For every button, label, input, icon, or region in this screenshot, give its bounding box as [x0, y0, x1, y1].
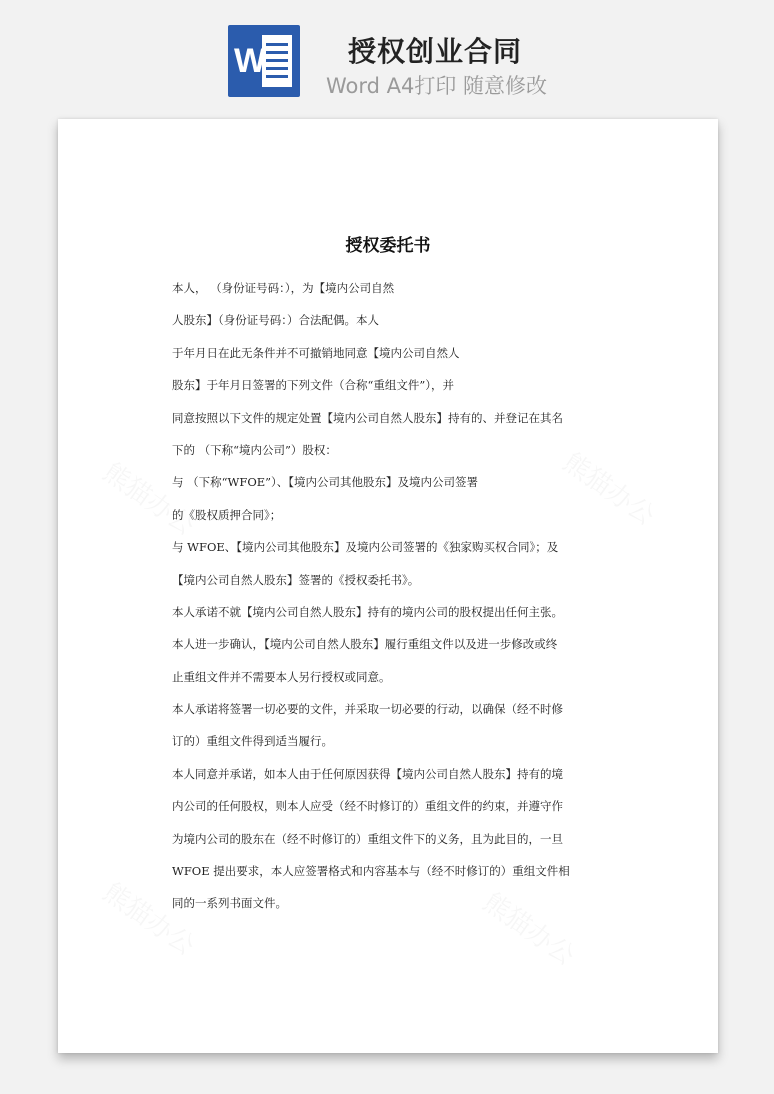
body-text-segment: 年 — [183, 345, 195, 360]
body-line — [172, 402, 602, 434]
body-line — [172, 466, 602, 498]
body-line — [172, 628, 602, 660]
body-line — [172, 564, 602, 596]
body-text-segment: 本人承诺不就【境内公司自然人股东】持有的境内公司的股权提出任何主张。 — [172, 604, 563, 619]
body-text-segment: 日在此无条件并不可撤销地同意【境内公司自然人 — [206, 345, 460, 360]
body-line — [172, 369, 602, 401]
body-line — [172, 855, 602, 887]
body-text-segment: （下称“境内公司”）股权： — [195, 442, 337, 457]
body-line — [172, 693, 602, 725]
body-text-segment: 同的一系列书面文件。 — [172, 896, 287, 911]
body-line — [172, 887, 602, 919]
body-line — [172, 337, 602, 369]
body-text-segment: 止重组文件并不需要本人另行授权或同意。 — [172, 669, 391, 684]
body-text-segment: 股东】于 — [172, 378, 218, 393]
body-text-segment: 本人进一步确认，【境内公司自然人股东】履行重组文件以及进一步修改或终 — [172, 637, 558, 652]
header — [0, 0, 774, 110]
body-line — [172, 758, 602, 790]
body-line — [172, 596, 602, 628]
body-line — [172, 304, 602, 336]
body-text-segment: 本人承诺将签署一切必要的文件，并采取一切必要的行动，以确保（经不时修 — [172, 702, 563, 717]
body-text-segment: 与 — [172, 475, 184, 490]
body-text-segment: 于 — [172, 345, 184, 360]
body-line — [172, 531, 602, 563]
body-text-segment: 下的 — [172, 442, 195, 457]
body-text-segment: 人股东】（身份证号码： — [172, 313, 287, 328]
document-title: 授权委托书 — [345, 236, 431, 256]
body-text-segment: 订的）重组文件得到适当履行。 — [172, 734, 333, 749]
body-line — [172, 823, 602, 855]
body-text-segment: 为境内公司的股东在（经不时修订的）重组文件下的义务，且为此目的，一旦 — [172, 831, 563, 846]
body-text-segment: 内公司的任何股权，则本人应受（经不时修订的）重组文件的约束，并遵守作 — [172, 799, 563, 814]
body-text-segment: 本人同意并承诺，如本人由于任何原因获得【境内公司自然人股东】持有的境 — [172, 766, 563, 781]
document-body — [172, 272, 602, 920]
body-line — [172, 434, 602, 466]
body-line — [172, 661, 602, 693]
body-text-segment: 与 WFOE、【境内公司其他股东】及境内公司签署的《独家购买权合同》；及 — [172, 540, 559, 555]
body-text-segment: 本人， — [172, 281, 207, 295]
body-line — [172, 499, 602, 531]
body-text-segment: （身份证号码： — [206, 281, 285, 295]
body-text-segment: 月 — [229, 378, 241, 393]
body-text-segment: WFOE 提出要求，本人应签署格式和内容基本与（经不时修订的）重组文件相 — [172, 864, 570, 879]
body-text-segment: ）合法配偶。本人 — [287, 313, 379, 328]
page-title: 授权创业合同 — [348, 35, 523, 68]
body-text-segment: 【境内公司自然人股东】签署的《授权委托书》。 — [172, 572, 420, 587]
body-line — [172, 790, 602, 822]
word-icon-letter: W — [234, 42, 267, 80]
page-subtitle: Word A4打印 随意修改 — [326, 74, 548, 98]
body-text-segment: 年 — [218, 378, 230, 393]
document-page — [58, 119, 718, 1053]
body-text-segment: 月 — [195, 345, 207, 360]
body-text-segment: 日签署的下列文件（合称“重组文件”），并 — [241, 378, 455, 393]
body-text-segment: 的《股权质押合同》； — [172, 507, 282, 522]
body-text-segment: ），为【境内公司自然 — [284, 281, 395, 295]
body-text-segment: 同意按照以下文件的规定处置【境内公司自然人股东】持有的、并登记在其名 — [172, 410, 563, 425]
body-line — [172, 272, 602, 304]
word-icon — [228, 25, 300, 97]
body-text-segment: （下称“WFOE”）、【境内公司其他股东】及境内公司签署 — [183, 475, 479, 490]
body-line — [172, 725, 602, 757]
